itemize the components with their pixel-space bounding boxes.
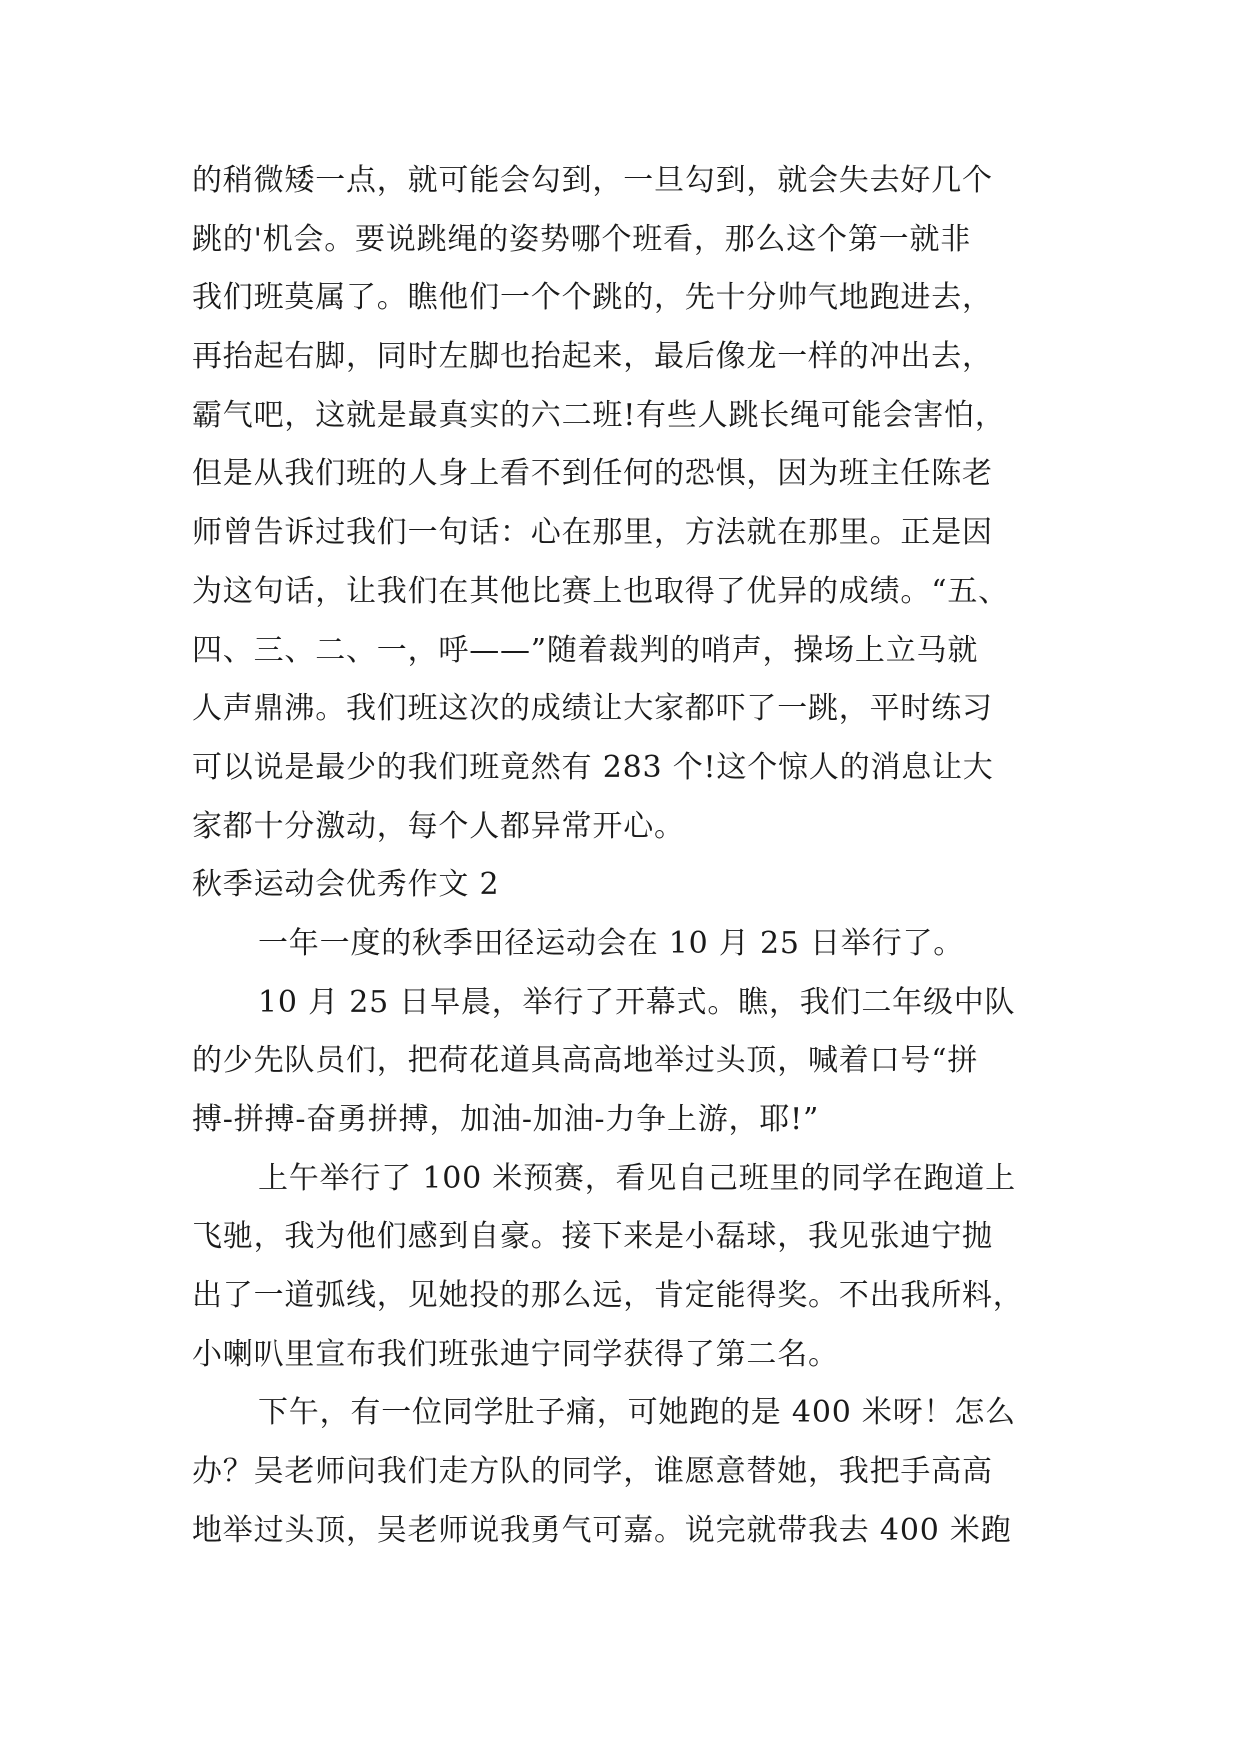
text-line: 飞驰，我为他们感到自豪。接下来是小磊球，我见张迪宁抛 (192, 1219, 993, 1255)
paragraph-4 (192, 1384, 1052, 1560)
text-line: 但是从我们班的人身上看不到任何的恐惧，因为班主任陈老 (192, 456, 993, 492)
text-line: 我们班莫属了。瞧他们一个个跳的，先十分帅气地跑进去， (192, 280, 993, 316)
text-line: 为这句话，让我们在其他比赛上也取得了优异的成绩。“五、 (192, 573, 1009, 609)
document-page (192, 152, 1052, 1561)
text-line: 上午举行了 100 米预赛，看见自己班里的同学在跑道上 (258, 1160, 1016, 1196)
paragraph-2 (192, 974, 1052, 1150)
text-line: 下午，有一位同学肚子痛，可她跑的是 400 米呀！怎么 (258, 1395, 1016, 1431)
text-line: 家都十分激动，每个人都异常开心。 (192, 808, 685, 844)
paragraph-3 (192, 1150, 1052, 1385)
text-line: 地举过头顶，吴老师说我勇气可嘉。说完就带我去 400 米跑 (192, 1512, 1012, 1548)
text-line: 一年一度的秋季田径运动会在 10 月 25 日举行了。 (258, 925, 965, 961)
text-line: 小喇叭里宣布我们班张迪宁同学获得了第二名。 (192, 1336, 839, 1372)
text-line: 跳的'机会。要说跳绳的姿势哪个班看，那么这个第一就非 (192, 221, 972, 257)
text-line: 10 月 25 日早晨，举行了开幕式。瞧，我们二年级中队 (258, 984, 1016, 1020)
text-line: 搏-拼搏-奋勇拼搏，加油-加油-力争上游，耶!” (192, 1102, 820, 1137)
text-line: 的少先队员们，把荷花道具高高地举过头顶，喊着口号“拼 (192, 1043, 979, 1079)
text-line: 办？吴老师问我们走方队的同学，谁愿意替她，我把手高高 (192, 1454, 993, 1490)
paragraph-1 (192, 915, 1052, 974)
text-line: 人声鼎沸。我们班这次的成绩让大家都吓了一跳，平时练习 (192, 691, 993, 727)
text-line: 四、三、二、一，呼——”随着裁判的哨声，操场上立马就 (192, 632, 979, 668)
text-line: 师曾告诉过我们一句话：心在那里，方法就在那里。正是因 (192, 515, 993, 551)
continuation-paragraph (192, 152, 1052, 856)
text-line: 可以说是最少的我们班竟然有 283 个!这个惊人的消息让大 (192, 749, 994, 785)
text-line: 霸气吧，这就是最真实的六二班!有些人跳长绳可能会害怕， (192, 397, 1006, 433)
text-line: 再抬起右脚，同时左脚也抬起来，最后像龙一样的冲出去， (192, 339, 993, 375)
text-line: 出了一道弧线，见她投的那么远，肯定能得奖。不出我所料， (192, 1278, 1024, 1314)
text-line: 的稍微矮一点，就可能会勾到，一旦勾到，就会失去好几个 (192, 163, 993, 198)
section-title: 秋季运动会优秀作文 2 (192, 867, 500, 903)
